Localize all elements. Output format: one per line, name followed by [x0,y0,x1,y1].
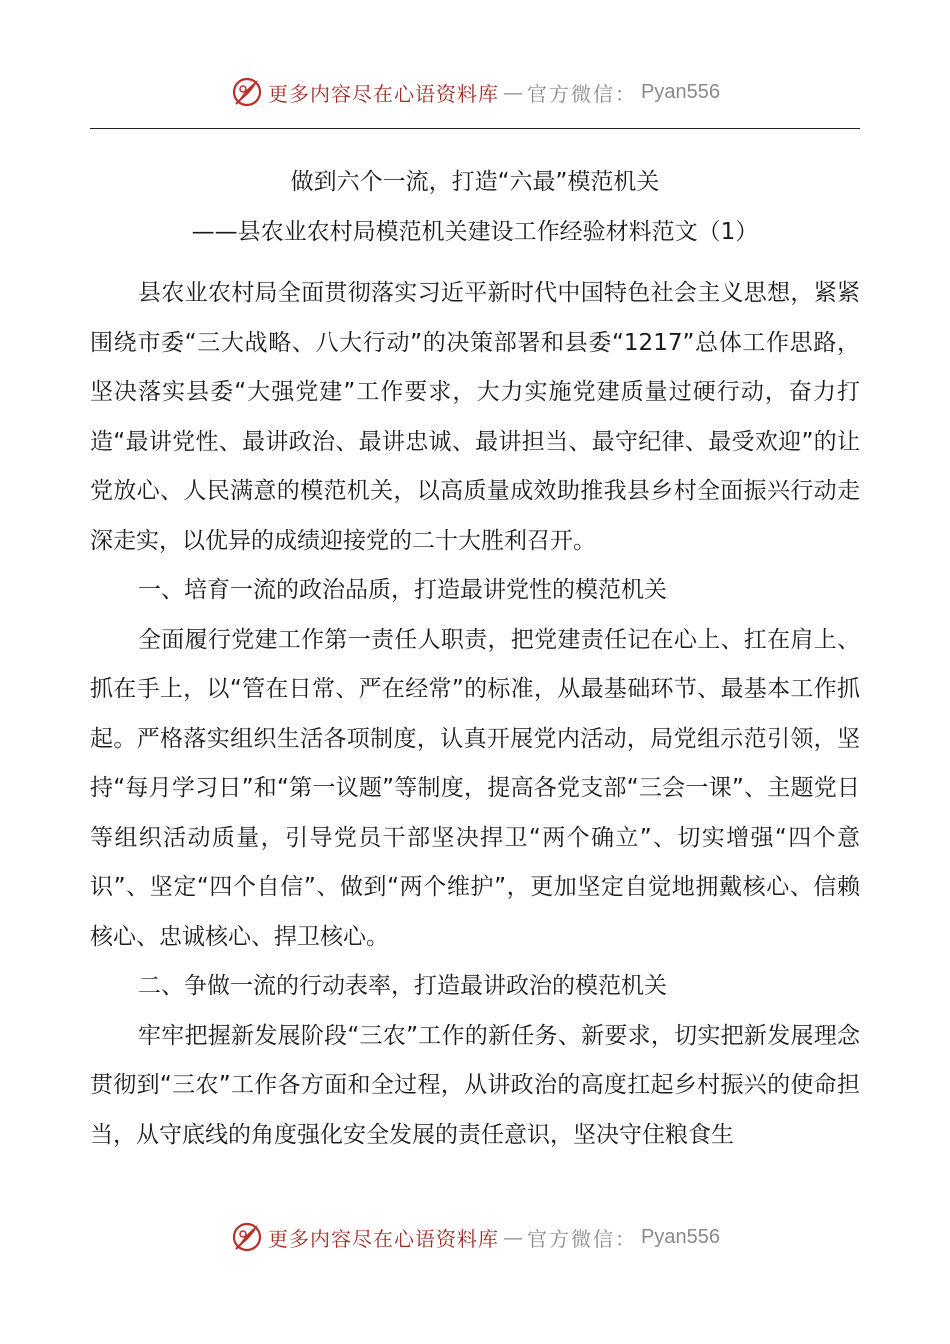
wechat-id: Pyan556 [641,80,720,103]
document-subtitle: ——县农业农村局模范机关建设工作经验材料范文（1） [191,219,759,245]
brand-separator: — [503,80,524,104]
page-header [0,70,950,114]
section-1-paragraph: 全面履行党建工作第一责任人职责，把党建责任记在心上、扛在肩上、抓在手上，以“管在日常、严在经常”的标准，从最基础环节、最基本工作抓起。严格落实组织生活各项制度，认真开展党内活动，局党组示范引领，坚持“每月学习日”和“第一议题”等制度，提高各党支部“三会一课”、主题党日等组织活动质量，引导党员干部坚决捍卫“两个确立”、切实增强“四个意识”、坚定“四个自信”、做到“两个维护”，更加坚定自觉地拥戴核心、信赖核心、忠诚核心、捍卫核心。 [90,626,860,950]
page-footer [0,1215,950,1259]
section-heading-1: 一、培育一流的政治品质，打造最讲党性的模范机关 [138,577,667,603]
header-brand [230,75,720,109]
footer-brand [230,1220,720,1254]
document-title: 做到六个一流，打造“六最”模范机关 [290,169,660,195]
wechat-id: Pyan556 [641,1225,720,1248]
brand-text: 更多内容尽在心语资料库 [268,81,500,106]
intro-paragraph: 县农业农村局全面贯彻落实习近平新时代中国特色社会主义思想，紧紧围绕市委“三大战略、八大行动”的决策部署和县委“1217”总体工作思路，坚决落实县委“大强党建”工作要求，大力实施党建质量过硬行动，奋力打造“最讲党性、最讲政治、最讲忠诚、最讲担当、最守纪律、最受欢迎”的让党放心、人民满意的模范机关，以高质量成效助推我县乡村全面振兴行动走深走实，以优异的成绩迎接党的二十大胜利召开。 [90,280,860,554]
document-body [90,269,860,1160]
wechat-label: 官方微信： [527,81,638,106]
brand-separator: — [503,1225,524,1249]
quill-pen-logo-icon [230,75,264,109]
quill-pen-logo-icon [230,1220,264,1254]
section-heading-2: 二、争做一流的行动表率，打造最讲政治的模范机关 [138,973,667,999]
wechat-label: 官方微信： [527,1226,638,1251]
brand-text: 更多内容尽在心语资料库 [268,1226,500,1251]
section-2-paragraph: 牢牢把握新发展阶段“三农”工作的新任务、新要求，切实把新发展理念贯彻到“三农”工作各方面和全过程，从讲政治的高度扛起乡村振兴的使命担当，从守底线的角度强化安全发展的责任意识，坚决守住粮食生 [90,1022,860,1148]
header-divider [90,128,860,129]
